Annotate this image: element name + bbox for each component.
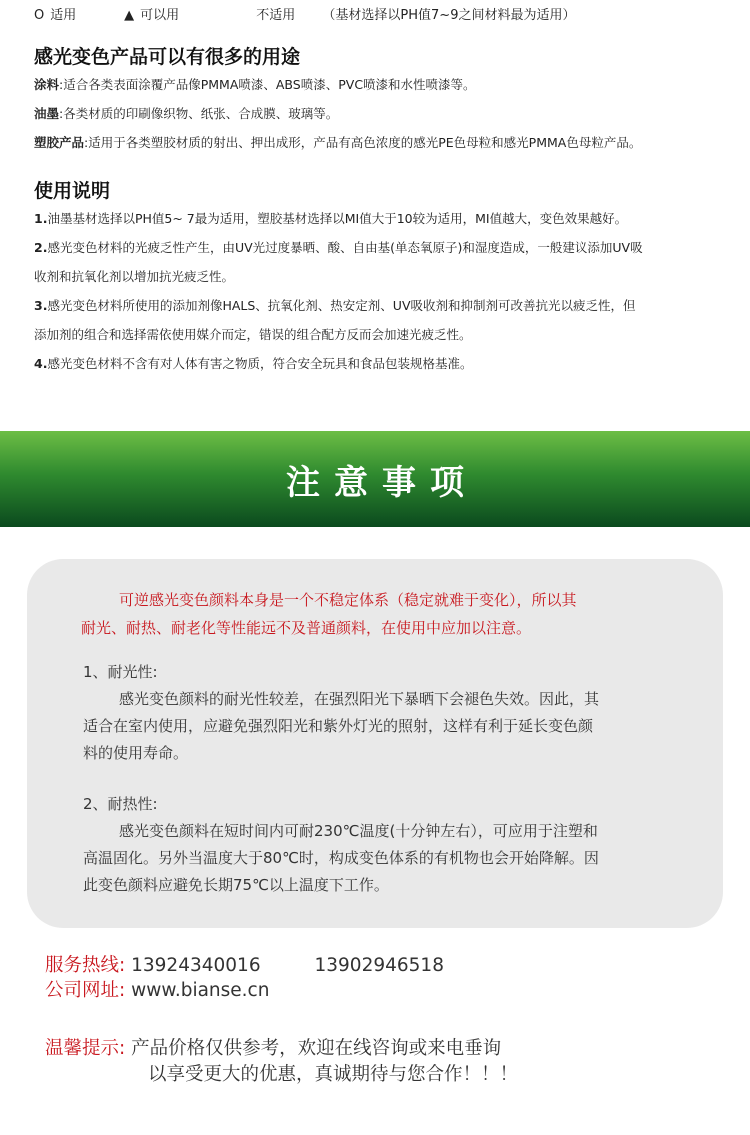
website-link[interactable]: www.bianse.cn (131, 980, 270, 1001)
usage-num: 3. (34, 298, 48, 313)
section-heading: 2、耐热性: (83, 795, 158, 813)
tip-label: 温馨提示: (45, 1038, 126, 1059)
use-item-coating (34, 70, 736, 99)
section-line: 感光变色颜料在短时间内可耐230℃温度(十分钟左右），可应用于注塑和 (119, 822, 598, 840)
intro-line-1: 可逆感光变色颜料本身是一个不稳定体系（稳定就难于变化），所以其 (119, 591, 577, 609)
tip-line-1: 产品价格仅供参考，欢迎在线咨询或来电垂询 (131, 1038, 502, 1059)
light-resistance-block (83, 659, 693, 767)
usage-text: 感光变色材料不含有对人体有害之物质，符合安全玩具和食品包装规格基准。 (47, 356, 473, 371)
usage-num: 1. (34, 211, 48, 226)
legend-item-suitable (34, 4, 120, 23)
hotline-row (45, 952, 444, 980)
usage-line (34, 262, 736, 291)
hotline-label: 服务热线: (45, 955, 126, 976)
legend-label: 适用 (50, 8, 77, 23)
legend-item-usable (124, 4, 252, 23)
use-text: :各类材质的印刷像织物、纸张、合成膜、玻璃等。 (59, 106, 339, 121)
usage-line (34, 204, 736, 233)
legend-row (34, 4, 740, 23)
tip-line-2: 以享受更大的优惠，真诚期待与您合作！！！ (148, 1064, 519, 1085)
legend-item-unsuitable (256, 4, 318, 23)
website-label: 公司网址: (45, 980, 126, 1001)
usage-text: 收剂和抗氧化剂以增加抗光疲乏性。 (34, 269, 235, 284)
section-heading: 1、耐光性: (83, 663, 158, 681)
circle-icon: O (34, 8, 45, 23)
tip-row-2 (148, 1061, 518, 1089)
usage-text: 感光变色材料所使用的添加剂像HALS、抗氧化剂、热安定剂、UV吸收剂和抑制剂可改善抗光以疲乏性，但 (47, 298, 636, 313)
use-term: 油墨 (34, 106, 60, 121)
section-line: 高温固化。另外当温度大于80℃时，构成变色体系的有机物也会开始降解。因 (83, 849, 599, 867)
phone-number-1[interactable]: 13924340016 (131, 955, 261, 976)
notice-intro (83, 586, 673, 642)
section-line: 此变色颜料应避免长期75℃以上温度下工作。 (83, 876, 389, 894)
use-item-plastic (34, 128, 736, 157)
usage-line (34, 291, 736, 320)
section-line: 料的使用寿命。 (83, 744, 189, 762)
usage-num: 4. (34, 356, 48, 371)
heat-resistance-block (83, 791, 693, 899)
legend-label: 可以用 (140, 8, 180, 23)
tip-row (45, 1035, 501, 1063)
use-text: :适合各类表面涂覆产品像PMMA喷漆、ABS喷漆、PVC喷漆和水性喷漆等。 (59, 77, 476, 92)
usage-section (34, 178, 736, 378)
usage-text: 油墨基材选择以PH值5~ 7最为适用，塑胶基材选择以MI值大于10较为适用，MI值越大，变色效果越好。 (47, 211, 628, 226)
usage-line (34, 320, 736, 349)
legend-note: （基材选择以PH值7~9之间材料最为适用） (322, 8, 576, 23)
website-row (45, 977, 269, 1005)
uses-title: 感光变色产品可以有很多的用途 (34, 46, 301, 68)
use-term: 涂料 (34, 77, 60, 92)
usage-text: 感光变色材料的光疲乏性产生，由UV光过度暴晒、酸、自由基(单态氧原子)和湿度造成，一般建议添加UV吸 (47, 240, 643, 255)
usage-line (34, 349, 736, 378)
phone-number-2[interactable]: 13902946518 (314, 955, 444, 976)
section-line: 感光变色颜料的耐光性较差，在强烈阳光下暴晒下会褪色失效。因此，其 (119, 690, 600, 708)
usage-title: 使用说明 (34, 180, 111, 202)
intro-line-2: 耐光、耐热、耐老化等性能远不及普通颜料，在使用中应加以注意。 (81, 619, 532, 637)
use-text: :适用于各类塑胶材质的射出、押出成形，产品有高色浓度的感光PE色母粒和感光PMMA色母粒产品。 (84, 135, 642, 150)
section-line: 适合在室内使用，应避免强烈阳光和紫外灯光的照射，这样有利于延长变色颜 (83, 717, 594, 735)
usage-text: 添加剂的组合和选择需依使用媒介而定，错误的组合配方反而会加速光疲乏性。 (34, 327, 472, 342)
banner-title: 注意事项 (286, 462, 478, 503)
use-term: 塑胶产品 (34, 135, 85, 150)
use-item-ink (34, 99, 736, 128)
triangle-icon: ▲ (124, 8, 135, 23)
notice-banner (0, 431, 750, 527)
usage-line (34, 233, 736, 262)
uses-section (34, 44, 736, 157)
notice-card (27, 559, 723, 928)
usage-num: 2. (34, 240, 48, 255)
legend-label: 不适用 (256, 8, 296, 23)
